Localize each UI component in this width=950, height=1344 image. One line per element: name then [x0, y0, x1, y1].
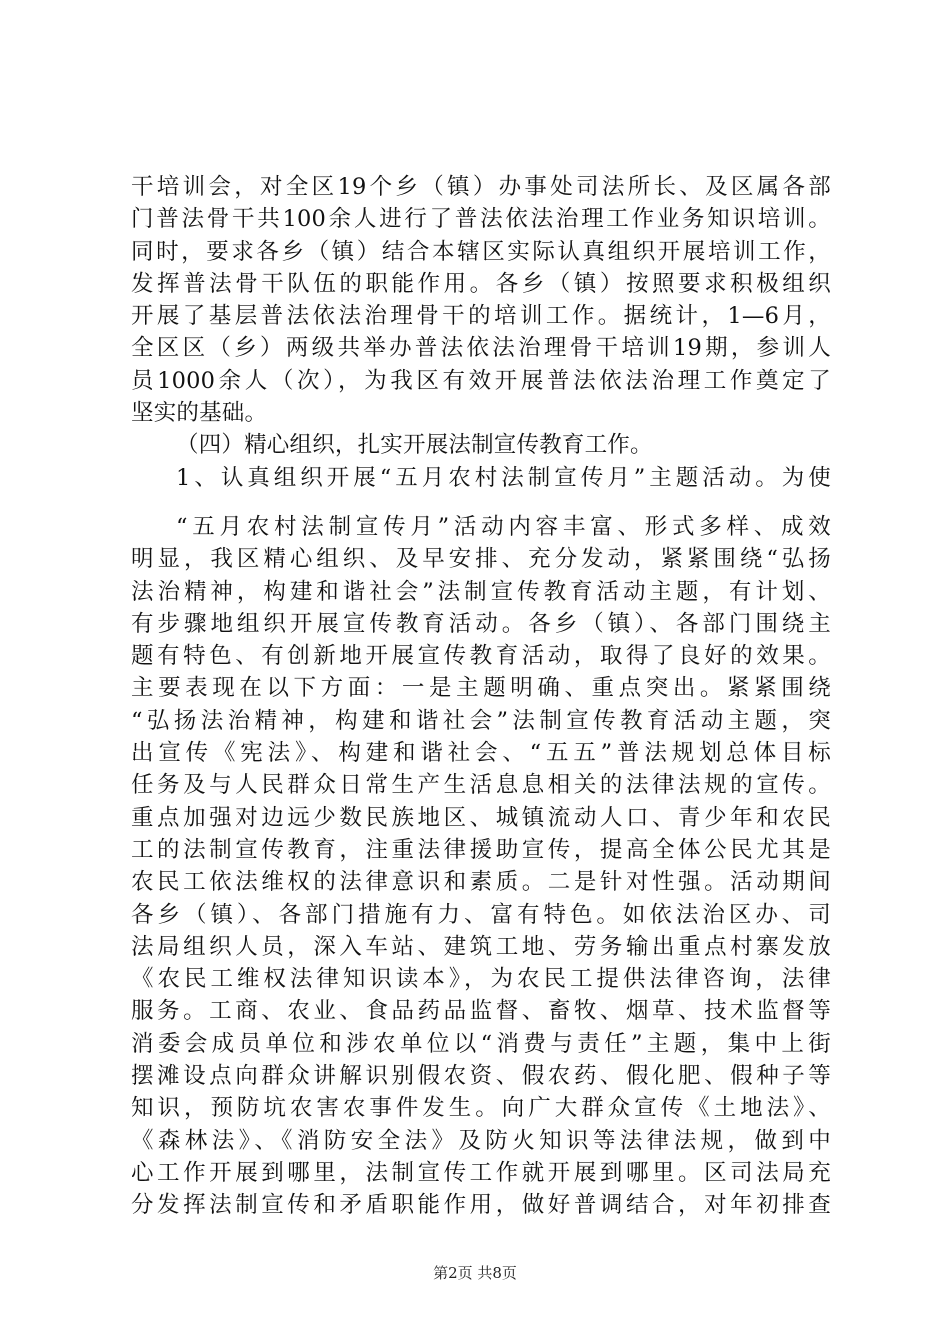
body-line: 全区区（乡）两级共举办普法依法治理骨干培训19期，参训人 [131, 335, 831, 362]
page-number: 第2页 共8页 [433, 1264, 517, 1282]
body-line: 法局组织人员，深入车站、建筑工地、劳务输出重点村寨发放 [131, 933, 831, 960]
body-line: 《森林法》、《消防安全法》及防火知识等法律法规，做到中 [131, 1127, 831, 1154]
body-line: 任务及与人民群众日常生产生活息息相关的法律法规的宣传。 [131, 772, 831, 799]
body-line: 干培训会，对全区19个乡（镇）办事处司法所长、及区属各部 [131, 174, 831, 200]
body-line: 法治精神，构建和谐社会”法制宣传教育活动主题，有计划、 [131, 578, 831, 605]
page-footer [0, 1262, 950, 1283]
body-line: 出宣传《宪法》、构建和谐社会、“五五”普法规划总体目标 [131, 740, 831, 767]
body-line: 工的法制宣传教育，注重法律援助宣传，提高全体公民尤其是 [131, 836, 831, 863]
body-line: 明显，我区精心组织、及早安排、充分发动，紧紧围绕“弘扬 [131, 546, 831, 573]
body-line: 门普法骨干共100余人进行了普法依法治理工作业务知识培训。 [131, 206, 831, 233]
body-line: 开展了基层普法依法治理骨干的培训工作。据统计，1—6月， [131, 303, 831, 330]
body-line: 各乡（镇）、各部门措施有力、富有特色。如依法治区办、司 [131, 901, 831, 928]
body-line: 员1000余人（次），为我区有效开展普法依法治理工作奠定了 [131, 367, 831, 394]
body-line: “五月农村法制宣传月”活动内容丰富、形式多样、成效 [176, 514, 831, 540]
text-block-upper [131, 171, 831, 494]
body-line: “弘扬法治精神，构建和谐社会”法制宣传教育活动主题，突 [131, 707, 831, 734]
body-line: 发挥普法骨干队伍的职能作用。各乡（镇）按照要求积极组织 [131, 270, 831, 297]
body-line: 农民工依法维权的法律意识和素质。二是针对性强。活动期间 [131, 869, 831, 896]
body-line: 重点加强对边远少数民族地区、城镇流动人口、青少年和农民 [131, 804, 831, 831]
body-line: 题有特色、有创新地开展宣传教育活动，取得了良好的效果。 [131, 643, 831, 670]
body-line: 有步骤地组织开展宣传教育活动。各乡（镇）、各部门围绕主 [131, 610, 831, 637]
body-line: 消委会成员单位和涉农单位以“消费与责任”主题，集中上街 [131, 1030, 831, 1057]
section-heading: （四）精心组织，扎实开展法制宣传教育工作。 [176, 432, 653, 459]
body-line: 知识，预防坑农害农事件发生。向广大群众宣传《土地法》、 [131, 1095, 831, 1122]
body-line: 心工作开展到哪里，法制宣传工作就开展到哪里。区司法局充 [131, 1159, 831, 1186]
body-line: 坚实的基础。 [131, 400, 268, 427]
body-line: 同时，要求各乡（镇）结合本辖区实际认真组织开展培训工作， [131, 238, 831, 265]
text-block-lower [131, 511, 831, 1222]
body-line: 服务。工商、农业、食品药品监督、畜牧、烟草、技术监督等 [131, 998, 831, 1025]
body-line: 分发挥法制宣传和矛盾职能作用，做好普调结合，对年初排查 [131, 1192, 831, 1219]
list-item-heading: 1、认真组织开展“五月农村法制宣传月”主题活动。为使 [176, 464, 831, 491]
body-line: 《农民工维权法律知识读本》，为农民工提供法律咨询，法律 [131, 966, 831, 993]
body-line: 摆滩设点向群众讲解识别假农资、假农药、假化肥、假种子等 [131, 1063, 831, 1090]
body-line: 主要表现在以下方面：一是主题明确、重点突出。紧紧围绕 [131, 675, 831, 702]
